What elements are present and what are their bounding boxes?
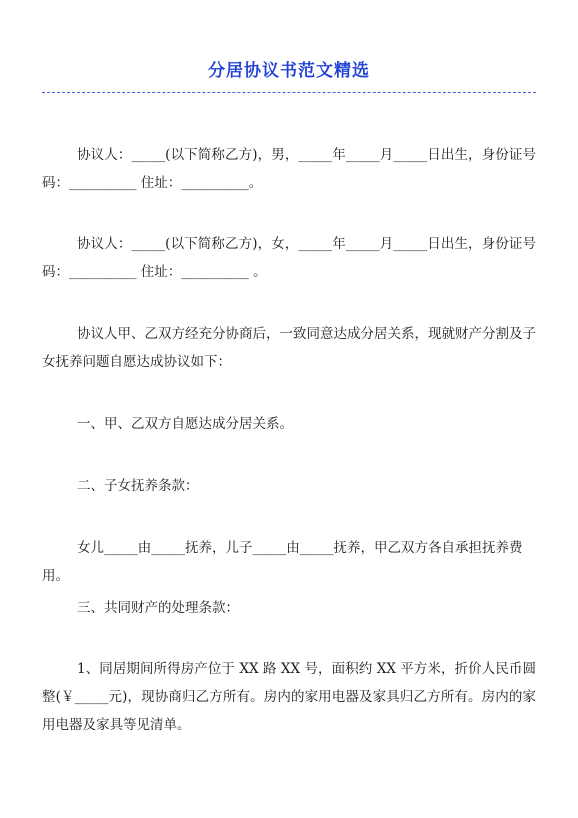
clause-3-heading: 三、共同财产的处理条款： bbox=[77, 600, 239, 616]
document-title: 分居协议书范文精选 bbox=[208, 61, 370, 81]
title-divider bbox=[42, 92, 536, 93]
clause-3-item-1: 1、同居期间所得房产位于 XX 路 XX 号，面积约 XX 平方米，折价人民币圆整(￥_____元)，现协商归乙方所有。房内的家用电器及家具归乙方所有。房内的家用电器及家具等见清单。 bbox=[42, 661, 536, 733]
clause-2-heading: 二、子女抚养条款： bbox=[77, 478, 199, 494]
paragraph-party-b: 协议人：_____(以下简称乙方)，女，_____年_____月_____日出生，身份证号码：__________ 住址：__________ 。 bbox=[42, 236, 536, 280]
clause-2-body: 女儿_____由_____抚养，儿子_____由_____抚养，甲乙双方各自承担抚养费用。 bbox=[42, 540, 523, 584]
paragraph-agreement-intro: 协议人甲、乙双方经充分协商后，一致同意达成分居关系，现就财产分割及子女抚养问题自愿达成协议如下： bbox=[42, 326, 536, 370]
clause-1: 一、甲、乙双方自愿达成分居关系。 bbox=[77, 416, 293, 432]
paragraph-party-a: 协议人：_____(以下简称乙方)，男，_____年_____月_____日出生，身份证号码：__________ 住址：__________。 bbox=[42, 147, 536, 191]
